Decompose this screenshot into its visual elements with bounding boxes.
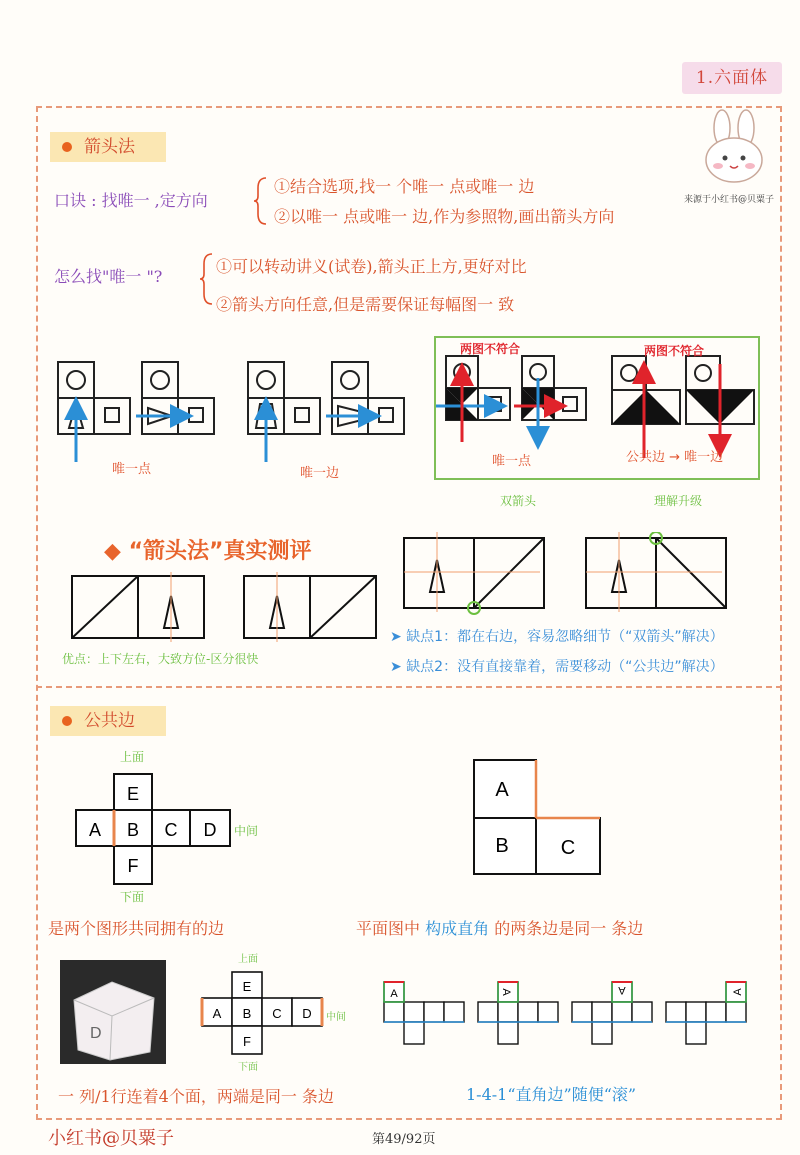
net-bottom-label: 下面 <box>120 890 145 904</box>
small-letter-a: A <box>212 1006 222 1021</box>
paper-box-photo <box>60 960 166 1064</box>
small-letter-d: D <box>302 1006 312 1021</box>
bullet-icon <box>62 716 72 726</box>
label-unique-point: 唯一点 <box>112 462 152 477</box>
review-title <box>104 534 312 565</box>
variant-a-3: A <box>618 984 626 996</box>
bunny-sticker <box>684 108 780 205</box>
net-letter-f: F <box>127 856 139 876</box>
brace-icon <box>200 252 214 306</box>
small-letter-f: F <box>243 1034 251 1049</box>
cube-net-large <box>70 770 310 890</box>
net-letter-c: C <box>164 820 178 840</box>
section1-title: 箭头法 <box>84 137 135 157</box>
label-unique-edge: 唯一边 <box>300 466 340 481</box>
caption-upgrade: 理解升级 <box>654 494 703 508</box>
diamond-icon: ◆ <box>104 539 129 564</box>
brace-icon <box>254 176 268 226</box>
def2-part-c: 的两条边是同一 条边 <box>494 919 644 938</box>
chevron-icon: ➤ <box>390 629 407 645</box>
box-label-edge: 公共边 → 唯一边 <box>626 450 724 465</box>
bullet-icon <box>62 142 72 152</box>
credit-text: 来源于小红书@贝粟子 <box>684 195 775 205</box>
small-letter-e: E <box>242 979 252 994</box>
net-letter-d: D <box>203 820 217 840</box>
section2-heading <box>50 706 166 736</box>
net-letter-e: E <box>126 784 140 804</box>
paper-box-icon <box>60 960 166 1064</box>
how-item-1: ①可以转动讲义(试卷),箭头正上方,更好对比 <box>216 257 527 276</box>
koujue-item-2: ②以唯一 点或唯一 边,作为参照物,画出箭头方向 <box>274 207 615 226</box>
review-left-figures <box>70 572 380 642</box>
small-net-bottom: 下面 <box>238 1062 258 1073</box>
cons-text-2 <box>390 656 724 676</box>
net-mid-label: 中间 <box>234 824 259 838</box>
cons2-text: 缺点2：没有直接靠着，需要移动（“公共边”解决） <box>406 659 724 675</box>
141-net-variants <box>380 980 760 1050</box>
net-letter-a: A <box>88 820 102 840</box>
koujue-label: 口诀 : 找唯一 ,定方向 <box>54 191 208 210</box>
variant-a-1: A <box>390 988 398 1000</box>
footer-brand: 小红书@贝粟子 <box>48 1128 174 1149</box>
how-item-2: ②箭头方向任意,但是需要保证每幅图一 致 <box>216 295 515 314</box>
def2-part-a: 平面图中 <box>356 919 421 938</box>
net-top-label: 上面 <box>120 750 145 764</box>
photo-letter-d: D <box>90 1025 102 1042</box>
section1-heading <box>50 132 166 162</box>
page-number: 第49/92页 <box>372 1132 436 1147</box>
chevron-icon: ➤ <box>390 659 407 675</box>
caption-double-arrow: 双箭头 <box>500 494 537 508</box>
mismatch-label-2: 两图不符合 <box>644 344 705 358</box>
l-shape-net <box>470 756 610 880</box>
section-divider <box>36 686 782 688</box>
definition-2 <box>356 916 643 939</box>
small-letter-b: B <box>242 1006 252 1021</box>
rule-2: 1-4-1“直角边”随便“滚” <box>466 1085 637 1104</box>
rule-1: 一 列/1行连着4个面，两端是同一 条边 <box>58 1087 334 1106</box>
l-letter-c: C <box>560 837 576 859</box>
small-letter-c: C <box>272 1006 282 1021</box>
mismatch-label-1: 两图不符合 <box>460 342 521 356</box>
review-right-figures <box>400 532 730 616</box>
definition-1: 是两个图形共同拥有的边 <box>48 919 225 938</box>
variant-a-4: A <box>732 988 744 996</box>
box-label-point: 唯一点 <box>492 454 532 469</box>
arrow-method-figures <box>50 356 430 486</box>
koujue-item-1: ①结合选项,找一 个唯一 点或唯一 边 <box>274 177 535 196</box>
review-title-text: “箭头法”真实测评 <box>128 539 312 564</box>
l-letter-b: B <box>495 835 509 857</box>
variant-a-2: A <box>500 988 512 996</box>
cons1-text: 缺点1：都在右边，容易忽略细节（“双箭头”解决） <box>406 629 724 645</box>
how-label: 怎么找"唯一 "? <box>54 267 163 286</box>
l-letter-a: A <box>495 779 509 801</box>
pros-text: 优点：上下左右，大致方位-区分很快 <box>62 652 259 666</box>
section2-title: 公共边 <box>84 711 135 731</box>
small-net-mid: 中间 <box>326 1012 346 1023</box>
def2-part-b: 构成直角 <box>425 919 490 938</box>
small-net-top: 上面 <box>238 954 258 965</box>
page-tag: 1.六面体 <box>682 62 782 94</box>
net-letter-b: B <box>126 820 140 840</box>
cons-text-1 <box>390 626 724 646</box>
